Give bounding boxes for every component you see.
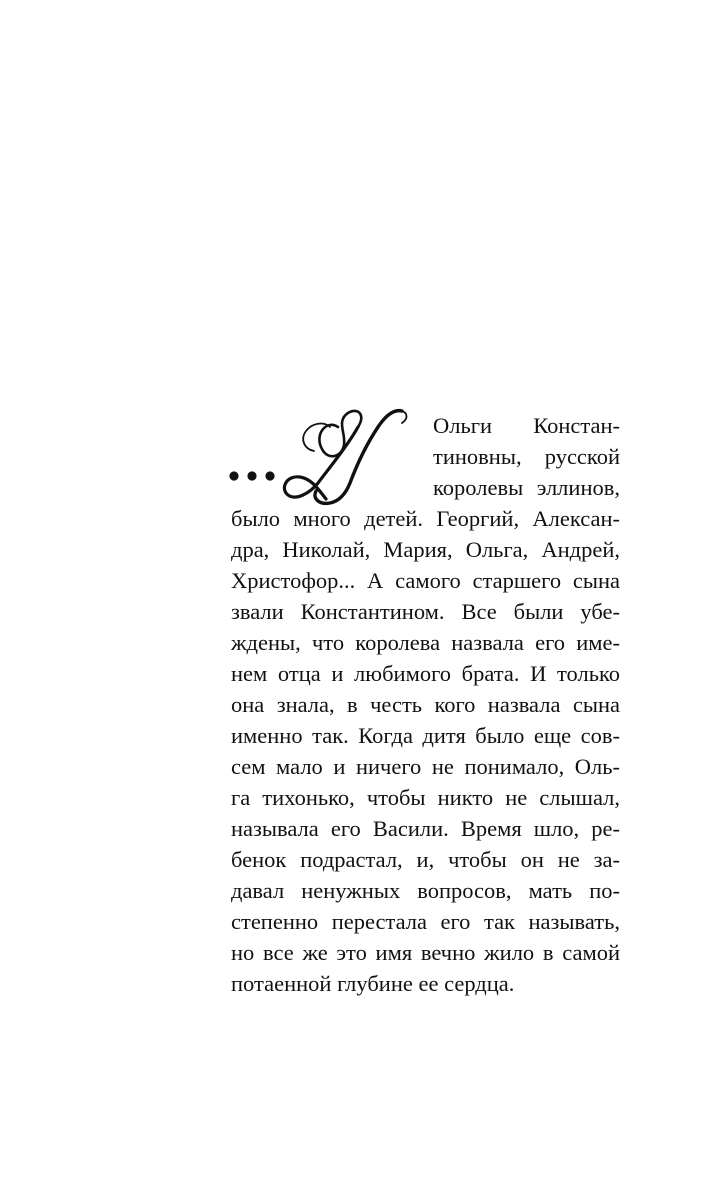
text-line: но все же это имя вечно жило в самой [231,940,620,965]
text-line: степенно перестала его так называть, [231,909,620,934]
text-line: нем отца и любимого брата. И только [231,661,620,686]
text-line: давал ненужных вопросов, мать по- [231,878,620,903]
text-line: дра, Николай, Мария, Ольга, Андрей, [231,537,620,562]
text-line: тиновны, русской [433,444,620,469]
text-line: королевы эллинов, [433,475,620,500]
text-line: было много детей. Георгий, Алексан- [231,506,620,531]
text-line: именно так. Когда дитя было еще сов- [231,723,620,748]
body-text [231,410,620,999]
text-line: Христофор... А самого старшего сына [231,568,620,593]
text-line: она знала, в честь кого назвала сына [231,692,620,717]
text-line: бенок подрастал, и, чтобы он не за- [231,847,620,872]
text-line: Ольги Констан- [433,413,620,438]
text-line: звали Константином. Все были убе- [231,599,620,624]
drop-cap-letter: У [226,405,227,406]
text-line: сем мало и ничего не понимало, Оль- [231,754,620,779]
text-line: потаенной глубине ее сердца. [231,971,515,996]
text-line: ждены, что королева назвала его име- [231,630,620,655]
text-line: называла его Васили. Время шло, ре- [231,816,620,841]
text-line: га тихонько, чтобы никто не слышал, [231,785,620,810]
